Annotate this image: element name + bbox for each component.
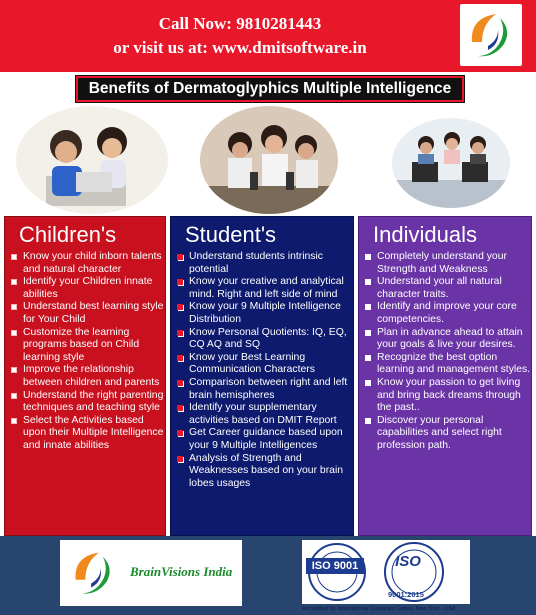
list-item: Recognize the best option learning and management styles. xyxy=(359,352,531,377)
iso-9001-label: ISO 9001 xyxy=(306,558,364,574)
bullet-icon xyxy=(177,430,183,436)
list-item: Get Career guidance based upon your 9 Multiple Intelligences xyxy=(171,427,353,452)
d-swoosh-logo-icon xyxy=(64,543,124,603)
list-item: Understand best learning style for Your Child xyxy=(5,301,165,326)
adults-computers-image xyxy=(392,118,510,208)
students-microscope-image xyxy=(200,106,338,214)
students-heading: Student's xyxy=(185,222,277,247)
bullet-icon xyxy=(177,304,183,310)
bullet-icon xyxy=(177,456,183,462)
brand-name: BrainVisions India xyxy=(130,564,233,579)
bullet-icon xyxy=(11,418,17,424)
iso-badge-label: ISO xyxy=(395,553,421,570)
students-photo xyxy=(200,106,338,214)
individuals-photo xyxy=(392,118,510,208)
company-logo[interactable] xyxy=(460,4,522,66)
bullet-icon xyxy=(365,330,371,336)
bullet-icon xyxy=(11,304,17,310)
list-item: Plan in advance ahead to attain your goals & live your desires. xyxy=(359,327,531,352)
page-title: Benefits of Dermatoglyphics Multiple Intelligence xyxy=(76,76,464,102)
brand-card[interactable] xyxy=(60,540,242,606)
bullet-icon xyxy=(365,380,371,386)
childrens-list xyxy=(5,251,165,453)
bullet-icon xyxy=(11,393,17,399)
bullet-icon xyxy=(177,254,183,260)
list-item: Know your passion to get living and bring back dreams through the past.. xyxy=(359,377,531,415)
list-item: Understand the right parenting techniques and teaching style xyxy=(5,390,165,415)
accreditation-text: Accredited by International Corporate Codes, New York - USA xyxy=(302,606,456,612)
list-item: Completely understand your Strength and Weakness xyxy=(359,251,531,276)
bullet-icon xyxy=(11,367,17,373)
bullet-icon xyxy=(177,405,183,411)
children-with-laptop-image xyxy=(16,106,168,214)
childrens-column xyxy=(4,216,166,536)
list-item: Select the Activities based upon their Multiple Intelligence and innate abilities xyxy=(5,415,165,453)
list-item: Identify and improve your core competencies. xyxy=(359,301,531,326)
students-list xyxy=(171,251,353,490)
list-item: Identify your Children innate abilities xyxy=(5,276,165,301)
bullet-icon xyxy=(365,279,371,285)
list-item: Know your child inborn talents and natural character xyxy=(5,251,165,276)
bullet-icon xyxy=(365,254,371,260)
list-item: Improve the relationship between children and parents xyxy=(5,364,165,389)
list-item: Discover your personal capabilities and select right profession path. xyxy=(359,415,531,453)
list-item: Customize the learning programs based on Child learning style xyxy=(5,327,165,365)
list-item: Understand students intrinsic potential xyxy=(171,251,353,276)
bullet-icon xyxy=(11,279,17,285)
iso-year-label: 9001:2015 xyxy=(388,590,424,599)
individuals-heading: Individuals xyxy=(373,222,477,247)
list-item: Understand your all natural character traits. xyxy=(359,276,531,301)
bullet-icon xyxy=(177,330,183,336)
list-item: Know your 9 Multiple Intelligence Distribution xyxy=(171,301,353,326)
bullet-icon xyxy=(177,279,183,285)
bullet-icon xyxy=(365,304,371,310)
childrens-heading: Children's xyxy=(19,222,117,247)
students-column xyxy=(170,216,354,536)
d-swoosh-logo-icon xyxy=(460,4,522,66)
bullet-icon xyxy=(365,418,371,424)
individuals-column xyxy=(358,216,532,536)
bullet-icon xyxy=(177,355,183,361)
website-text[interactable]: or visit us at: www.dmitsoftware.in xyxy=(113,38,367,57)
list-item: Identify your supplementary activities based on DMIT Report xyxy=(171,402,353,427)
list-item: Know your creative and analytical mind. Right and left side of mind xyxy=(171,276,353,301)
children-photo xyxy=(16,106,168,214)
bullet-icon xyxy=(11,254,17,260)
list-item: Comparison between right and left brain hemispheres xyxy=(171,377,353,402)
list-item: Analysis of Strength and Weaknesses based on your brain lobes usages xyxy=(171,453,353,491)
bullet-icon xyxy=(365,355,371,361)
list-item: Know your Best Learning Communication Characters xyxy=(171,352,353,377)
bullet-icon xyxy=(177,380,183,386)
call-now-text[interactable]: Call Now: 9810281443 xyxy=(158,14,322,33)
list-item: Know Personal Quotients: IQ, EQ, CQ AQ and SQ xyxy=(171,327,353,352)
bullet-icon xyxy=(11,330,17,336)
top-banner xyxy=(0,0,536,72)
individuals-list xyxy=(359,251,531,453)
